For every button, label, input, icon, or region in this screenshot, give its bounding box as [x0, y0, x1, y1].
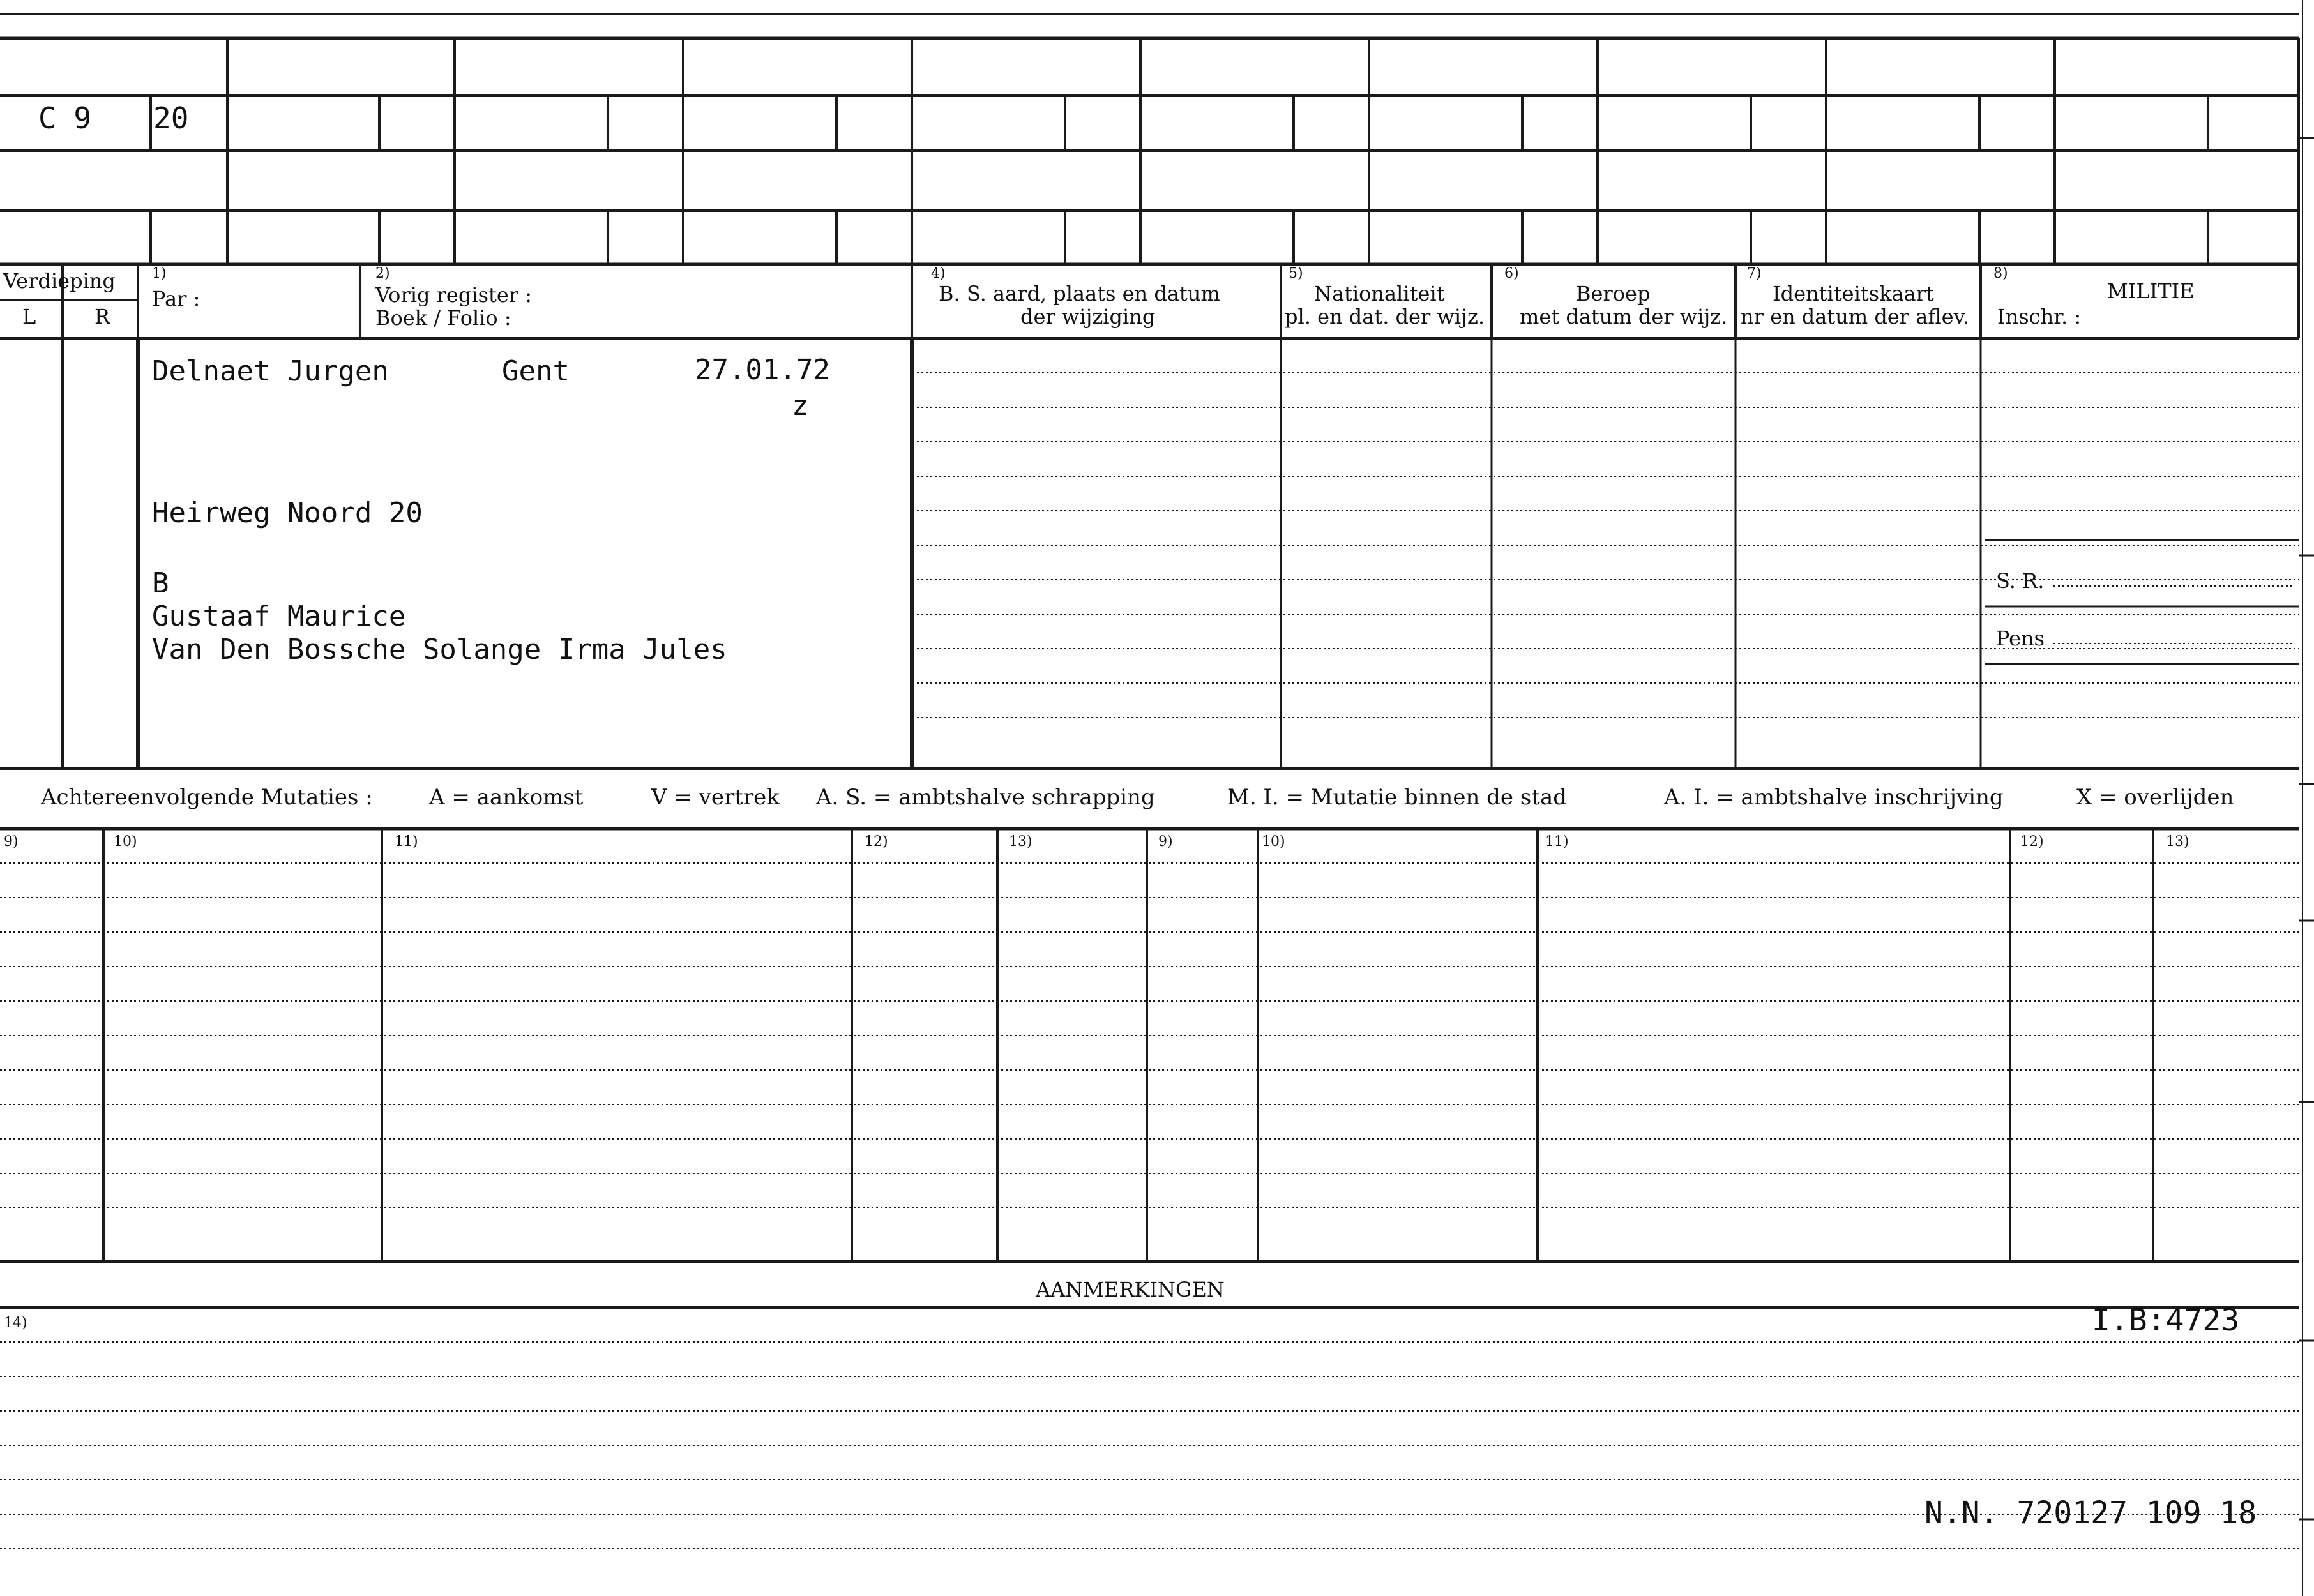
mut-right-col11: 11) [1545, 834, 1569, 850]
remarks-title: AANMERKINGEN [1036, 1277, 1225, 1302]
address: Heirweg Noord 20 [152, 497, 423, 529]
mut-right-col12: 12) [2020, 834, 2044, 850]
legend-aankomst: A = aankomst [429, 785, 584, 810]
birth-place: Gent [502, 355, 570, 388]
father-name: Gustaaf Maurice [152, 600, 406, 633]
legend-vertrek: V = vertrek [651, 785, 780, 810]
legend-intro: Achtereenvolgende Mutaties : [41, 785, 373, 810]
mut-left-col10: 10) [114, 834, 137, 850]
remarks-number: 14) [4, 1315, 27, 1331]
date-mark: z [792, 389, 809, 422]
r-label: R [95, 305, 110, 329]
col1-number: 1) [152, 266, 167, 282]
col6-number: 6) [1504, 266, 1519, 282]
col2-number: 2) [375, 266, 390, 282]
legend-mutatie-binnen-stad: M. I. = Mutatie binnen de stad [1227, 785, 1567, 810]
mut-right-col13: 13) [2166, 834, 2189, 850]
mut-left-col12: 12) [865, 834, 888, 850]
l-label: L [22, 305, 36, 329]
mother-name: Van Den Bossche Solange Irma Jules [152, 633, 727, 666]
col5-line1: Nationaliteit [1314, 282, 1445, 306]
col4-line1: B. S. aard, plaats en datum [939, 282, 1220, 306]
col7-line2: nr en datum der aflev. [1741, 305, 1970, 329]
col6-line2: met datum der wijz. [1520, 305, 1728, 329]
sr-label: S. R. [1996, 569, 2045, 593]
verdieping-label: Verdieping [3, 269, 116, 293]
col7-line1: Identiteitskaart [1773, 282, 1934, 306]
ib-number: I.B:4723 [2092, 1302, 2240, 1338]
col4-number: 4) [931, 266, 946, 282]
col4-line2: der wijziging [1020, 305, 1156, 329]
person-name: Delnaet Jurgen [152, 355, 389, 388]
nn-number: N.N. 720127 109 18 [1925, 1495, 2257, 1531]
birth-date: 27.01.72 [695, 354, 830, 386]
pens-label: Pens [1996, 626, 2045, 651]
col5-number: 5) [1289, 266, 1303, 282]
initial-letter: B [152, 567, 169, 599]
col7-number: 7) [1747, 266, 1762, 282]
militie-title: MILITIE [2107, 279, 2195, 303]
inschr-label: Inschr. : [1997, 305, 2082, 329]
mut-left-col9: 9) [4, 834, 19, 850]
mut-left-col13: 13) [1009, 834, 1032, 850]
mut-left-col11: 11) [395, 834, 418, 850]
boek-folio-label: Boek / Folio : [375, 306, 511, 330]
mut-right-col10: 10) [1262, 834, 1285, 850]
mut-right-col9: 9) [1158, 834, 1173, 850]
col8-number: 8) [1993, 266, 2008, 282]
legend-ambtshalve-schrapping: A. S. = ambtshalve schrapping [816, 785, 1155, 810]
legend-ambtshalve-inschrijving: A. I. = ambtshalve inschrijving [1664, 785, 2004, 810]
par-label: Par : [152, 287, 200, 311]
vorig-register-label: Vorig register : [375, 283, 533, 307]
code-cell: C 9 [38, 101, 92, 135]
col5-line2: pl. en dat. der wijz. [1285, 305, 1485, 329]
legend-overlijden: X = overlijden [2076, 785, 2234, 810]
col6-line1: Beroep [1576, 282, 1651, 306]
number-cell: 20 [153, 101, 189, 135]
